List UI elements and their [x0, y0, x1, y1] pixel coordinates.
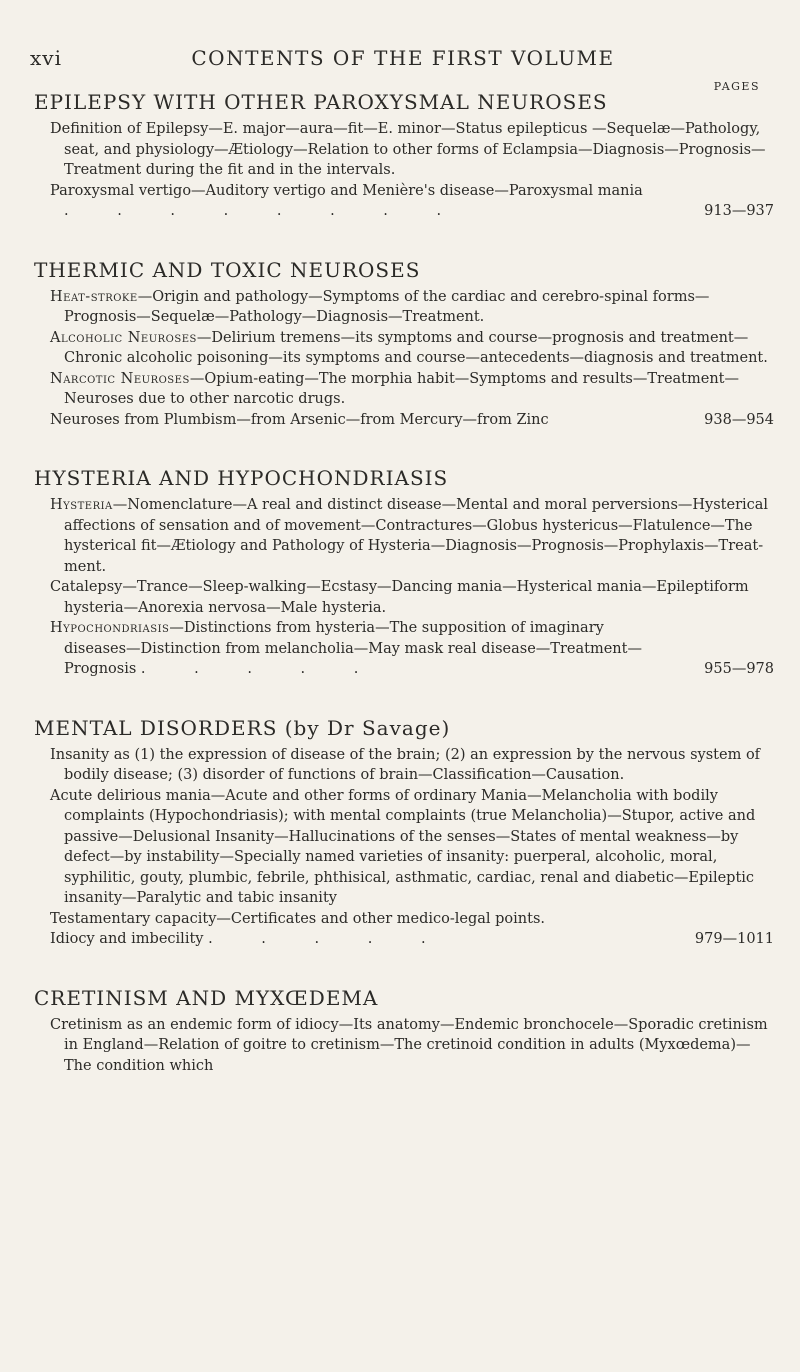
page-range: 955—978: [704, 661, 774, 677]
entry-text: Idiocy and imbecility: [50, 931, 204, 947]
section-title: HYSTERIA AND HYPOCHONDRIASIS: [34, 466, 449, 490]
section-title: THERMIC AND TOXIC NEUROSES: [34, 257, 421, 282]
entry-heading: Heat-stroke: [50, 288, 138, 305]
entry-paragraph: [50, 369, 778, 410]
entry-paragraph: Insanity as (1) the expression of disease of the brain; (2) an expression by the nervous system of bodily disease; (3) disorder of functions of brain—Classification—Causation.: [50, 746, 761, 783]
entry-paragraph: Catalepsy—Trance—Sleep-walking—Ecstasy—Dancing mania—Hysterical mania—Epileptiform hysteria—Anorexia nervosa—Male hysteria.: [50, 579, 749, 616]
entry-paragraph: Cretinism as an endemic form of idiocy—Its anatomy—Endemic bronchocele—Sporadic cretinism in England—Relation of goitre to cretinism—The cretinoid condition in adults (Myxœdema)—The condition which: [50, 1016, 768, 1074]
section-mental-disorders: [28, 716, 778, 950]
leader-dots: . . . . .: [208, 931, 448, 947]
entry-paragraph: Definition of Epilepsy—E. major—aura—fit—E. minor—Status epilepticus —Sequelæ—Pathology, seat, and physiology—Ætiology—Relation to other forms of Eclampsia—Diagnosis—Prognosis—Treatment during the fit and in the intervals.: [50, 121, 766, 178]
entry-paragraph: [50, 328, 778, 369]
entry-paragraph: [50, 181, 778, 222]
entry-heading: Hypochondriasis: [50, 620, 170, 636]
entry-paragraph: [50, 287, 778, 328]
entry-text: Paroxysmal vertigo—Auditory vertigo and Menière's disease—Paroxysmal mania: [50, 182, 643, 199]
entry-paragraph: Testamentary capacity—Certificates and other medico-legal points.: [50, 910, 545, 927]
entry-paragraph: Acute delirious mania—Acute and other forms of ordinary Mania—Melancholia with bodily complaints (Hypochondriasis); with mental complaints (true Melancholia)—Stupor, active and passive—Delusional Insanity—Hallucinations of the senses—States of mental weakness—by defect—by instability—Specially named varieties of insanity: puerperal, alcoholic, moral, syphilitic, gouty, plumbic, febrile, phthisical, asthmatic, cardiac, renal and diabetic—Epileptic insanity—Paralytic and tabic insanity: [50, 787, 756, 906]
entry-paragraph: Neuroses from Plumbism—from Arsenic—from Mercury—from Zinc: [50, 411, 549, 428]
leader-dots: . . . . . . . .: [64, 203, 464, 219]
entry-paragraph: [50, 495, 778, 577]
section-cretinism: [28, 986, 778, 1077]
entry-heading: Hysteria: [50, 497, 113, 513]
section-title: MENTAL DISORDERS (by Dr Savage): [34, 715, 451, 740]
leader-dots: . . . . .: [140, 661, 381, 677]
entry-text: —Origin and pathology—Symptoms of the cardiac and cerebro-spinal forms—Prognosis—Sequelæ—Pathology—Diagnosis—Treatment.: [64, 288, 710, 325]
page-folio: xvi: [30, 46, 62, 70]
pages-caption: PAGES: [713, 80, 760, 93]
entry-paragraph: [50, 929, 778, 950]
section-title: EPILEPSY WITH OTHER PAROXYSMAL NEUROSES: [34, 90, 608, 114]
entry-heading: Alcoholic Neuroses: [50, 329, 197, 346]
entry-text: —Nomenclature—A real and distinct disease—Mental and moral perversions—Hysterical affections of sensation and of movement—Contractures—Globus hystericus—Flatulence—The hysterical fit—Ætiology and Pathology of Hysteria—Diagnosis—Prognosis—Prophylaxis—Treatment.: [64, 497, 769, 575]
entry-text: —Delirium tremens—its symptoms and course—prognosis and treatment—Chronic alcoholic poisoning—its symptoms and course—antecedents—diagnosis and treatment.: [64, 329, 768, 366]
page-range: 938—954: [704, 411, 774, 428]
entry-text: —Distinctions from hysteria—The supposition of imaginary diseases—Distinction from melancholia—May mask real disease—Treatment—Prognosis: [64, 620, 642, 677]
running-title: CONTENTS OF THE FIRST VOLUME: [191, 46, 615, 70]
section-title: CRETINISM AND MYXŒDEMA: [34, 985, 379, 1010]
section-hysteria: [28, 466, 778, 680]
page-header: [28, 46, 778, 90]
entry-paragraph: [50, 618, 778, 680]
section-thermic-toxic: [28, 258, 778, 431]
entry-heading: Narcotic Neuroses: [50, 370, 190, 387]
section-epilepsy: [28, 80, 778, 222]
page-range: 979—1011: [694, 931, 774, 947]
page-range: 913—937: [704, 203, 774, 219]
book-page: [28, 46, 778, 1086]
entry-text: —Opium-eating—The morphia habit—Symptoms and results—Treatment—Neuroses due to other narcotic drugs.: [64, 370, 740, 407]
